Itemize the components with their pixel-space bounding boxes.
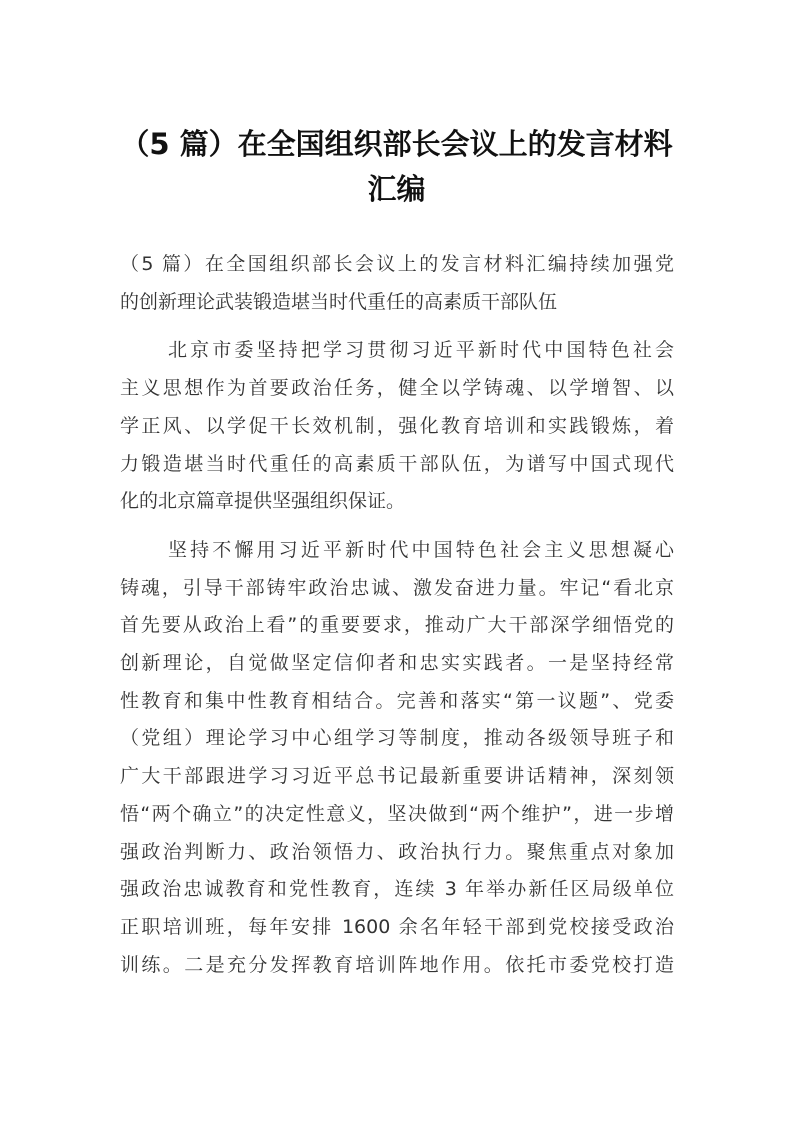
text-line: 正职培训班，每年安排 1600 余名年轻干部到党校接受政治 [120,915,674,938]
text-line: 化的北京篇章提供坚强组织保证。 [120,490,406,513]
paragraph [120,246,674,321]
text-line: 悟“两个确立”的决定性意义，坚决做到“两个维护”，进一步增 [120,802,674,825]
text-line: （5 篇）在全国组织部长会议上的发言材料汇编持续加强党 [120,253,674,275]
text-line: 的创新理论武装锻造堪当时代重任的高素质干部队伍 [120,290,558,313]
text-line: 训练。二是充分发挥教育培训阵地作用。依托市委党校打造 [120,953,674,976]
document-body [120,246,674,995]
text-line: 广大干部跟进学习习近平总书记最新重要讲话精神，深刻领 [120,765,674,788]
text-line: 力锻造堪当时代重任的高素质干部队伍，为谱写中国式现代 [120,452,674,475]
text-line: 创新理论，自觉做坚定信仰者和忠实实践者。一是坚持经常 [120,652,674,675]
document-title [110,122,683,212]
text-line: 主义思想作为首要政治任务，健全以学铸魂、以学增智、以 [120,377,674,400]
title-line: （5 篇）在全国组织部长会议上的发言材料 [120,127,673,161]
text-line: 学正风、以学促干长效机制，强化教育培训和实践锻炼，着 [120,414,674,437]
text-line: 铸魂，引导干部铸牢政治忠诚、激发奋进力量。牢记“看北京 [120,576,674,599]
text-line: （党组）理论学习中心组学习等制度，推动各级领导班子和 [120,727,674,750]
text-line: 坚持不懈用习近平新时代中国特色社会主义思想凝心 [168,538,674,561]
paragraph [120,332,674,521]
text-line: 北京市委坚持把学习贯彻习近平新时代中国特色社会 [168,339,674,362]
paragraph [120,532,674,984]
text-line: 首先要从政治上看”的重要要求，推动广大干部深学细悟党的 [120,614,674,637]
text-line: 强政治判断力、政治领悟力、政治执行力。聚焦重点对象加 [120,840,674,863]
title-line: 汇编 [367,172,426,206]
text-line: 强政治忠诚教育和党性教育，连续 3 年举办新任区局级单位 [120,878,674,901]
text-line: 性教育和集中性教育相结合。完善和落实“第一议题”、党委 [120,689,674,712]
